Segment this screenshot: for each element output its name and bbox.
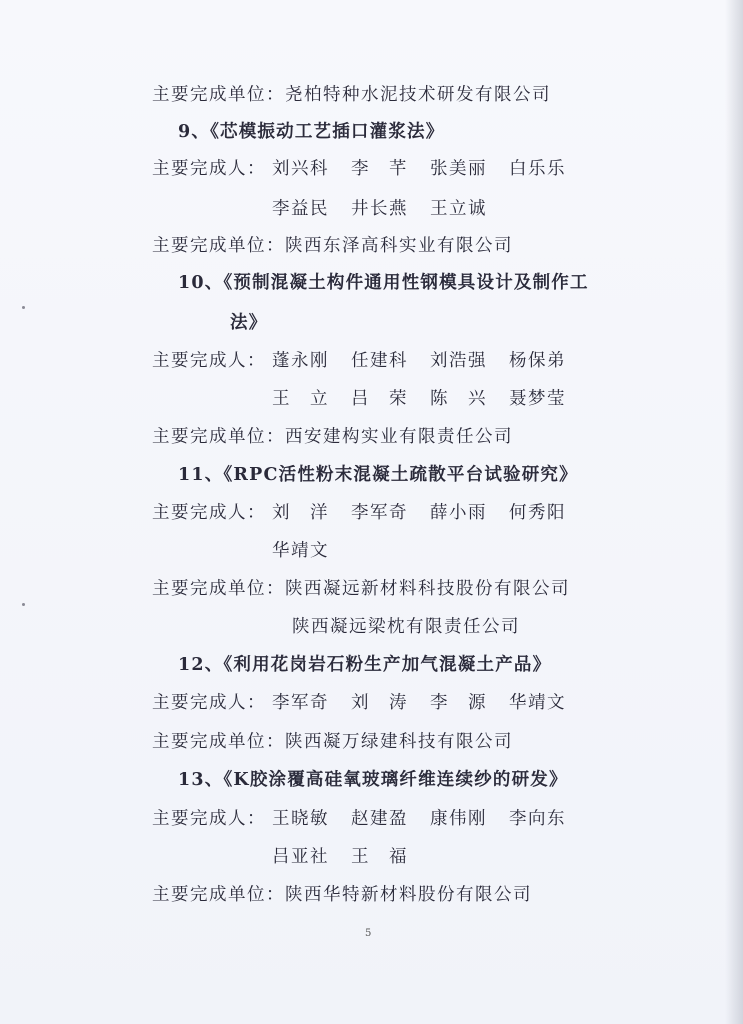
person-label: 主要完成人： xyxy=(152,503,266,523)
person-name: 王 福 xyxy=(351,847,408,867)
punch-hole-mark xyxy=(22,603,25,606)
person-name: 刘 涛 xyxy=(351,693,408,713)
person-name: 白乐乐 xyxy=(509,159,566,179)
person-name: 井长燕 xyxy=(351,199,408,219)
person-name: 王立诚 xyxy=(430,199,487,219)
person-name: 刘浩强 xyxy=(430,351,487,371)
scan-edge-shadow xyxy=(725,0,743,1024)
org-line: 主要完成单位：陕西华特新材料股份有限公司 xyxy=(152,885,532,905)
person-names xyxy=(272,808,566,830)
person-name: 王 立 xyxy=(272,389,329,409)
item-title-cont: 法》 xyxy=(230,313,268,333)
item-title: 12、《利用花岗岩石粉生产加气混凝土产品》 xyxy=(178,655,552,675)
org-line: 主要完成单位：尧柏特种水泥技术研发有限公司 xyxy=(152,85,551,105)
item-title: 13、《K胶涂覆高硅氧玻璃纤维连续纱的研发》 xyxy=(178,770,568,790)
person-name: 何秀阳 xyxy=(509,503,566,523)
person-name: 李军奇 xyxy=(351,503,408,523)
person-name: 李军奇 xyxy=(272,693,329,713)
person-name: 赵建盈 xyxy=(351,809,408,829)
person-names xyxy=(272,502,566,524)
item-title: 10、《预制混凝土构件通用性钢模具设计及制作工 xyxy=(178,273,589,293)
org-line: 主要完成单位：陕西凝万绿建科技有限公司 xyxy=(152,732,513,752)
punch-hole-mark xyxy=(22,306,25,309)
person-label: 主要完成人： xyxy=(152,159,266,179)
person-name: 任建科 xyxy=(351,351,408,371)
person-name: 华靖文 xyxy=(509,693,566,713)
person-name: 王晓敏 xyxy=(272,809,329,829)
person-names xyxy=(272,350,566,372)
person-names xyxy=(272,692,566,714)
org-line: 主要完成单位：西安建构实业有限责任公司 xyxy=(152,427,513,447)
person-names xyxy=(272,198,487,220)
person-label: 主要完成人： xyxy=(152,809,266,829)
person-name: 刘 洋 xyxy=(272,503,329,523)
person-name: 张美丽 xyxy=(430,159,487,179)
person-name: 蓬永刚 xyxy=(272,351,329,371)
person-label: 主要完成人： xyxy=(152,351,266,371)
person-name: 陈 兴 xyxy=(430,389,487,409)
person-name: 李 芊 xyxy=(351,159,408,179)
person-name: 华靖文 xyxy=(272,541,329,561)
person-name: 聂梦莹 xyxy=(509,389,566,409)
person-label: 主要完成人： xyxy=(152,693,266,713)
org-line: 主要完成单位：陕西凝远新材料科技股份有限公司 xyxy=(152,579,570,599)
org-line-cont: 陕西凝远梁枕有限责任公司 xyxy=(292,617,520,637)
person-names xyxy=(272,846,408,868)
person-name: 康伟刚 xyxy=(430,809,487,829)
person-names xyxy=(272,388,566,410)
person-name: 刘兴科 xyxy=(272,159,329,179)
person-name: 李益民 xyxy=(272,199,329,219)
person-name: 吕 荣 xyxy=(351,389,408,409)
org-line: 主要完成单位：陕西东泽高科实业有限公司 xyxy=(152,236,513,256)
item-title: 9、《芯模振动工艺插口灌浆法》 xyxy=(178,122,445,142)
person-name: 薛小雨 xyxy=(430,503,487,523)
person-name: 杨保弟 xyxy=(509,351,566,371)
person-names xyxy=(272,540,329,562)
page-number: 5 xyxy=(365,928,372,939)
person-names xyxy=(272,158,566,180)
person-name: 李向东 xyxy=(509,809,566,829)
item-title: 11、《RPC活性粉末混凝土疏散平台试验研究》 xyxy=(178,465,578,485)
person-name: 李 源 xyxy=(430,693,487,713)
person-name: 吕亚社 xyxy=(272,847,329,867)
